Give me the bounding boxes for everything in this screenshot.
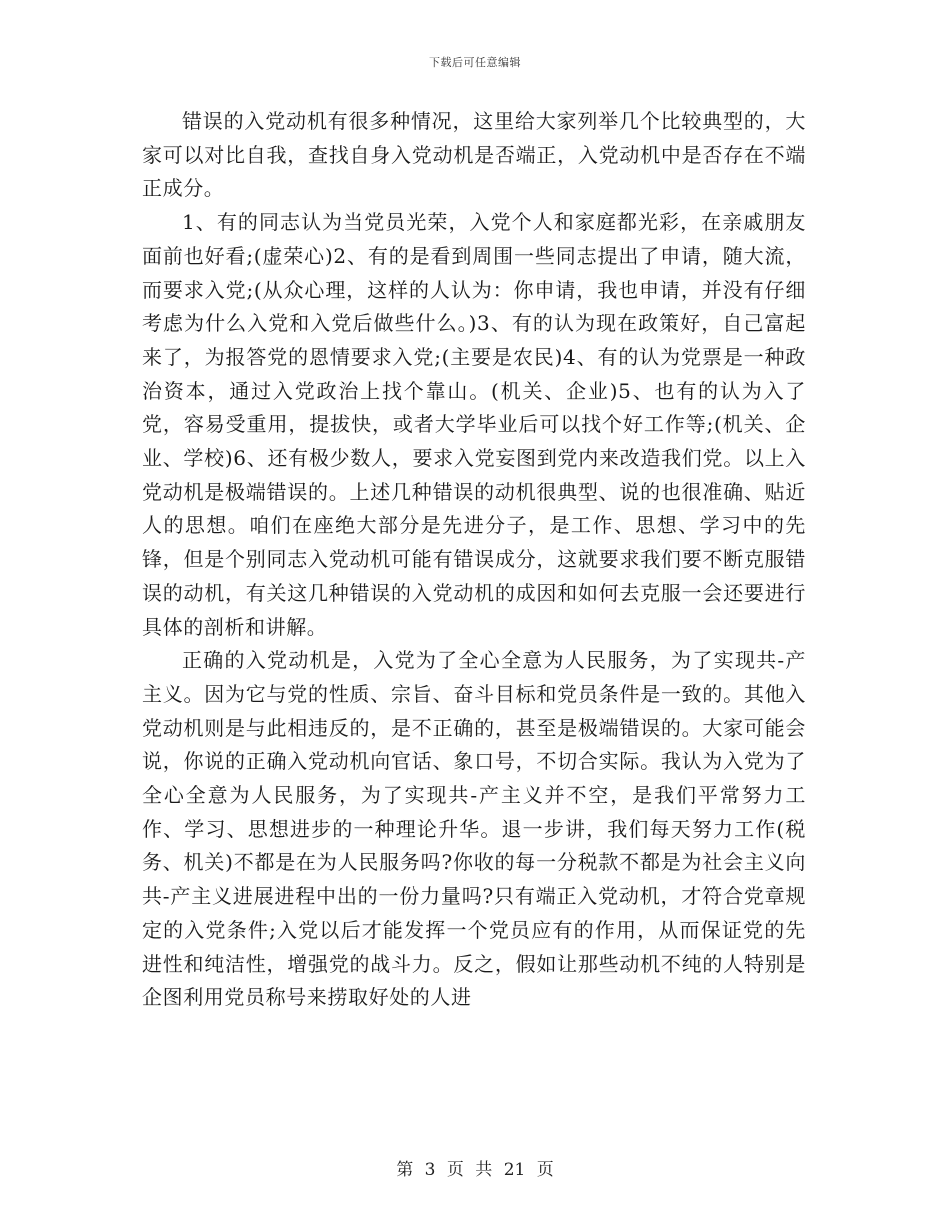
paragraph-correct-motive: 正确的入党动机是，入党为了全心全意为人民服务，为了实现共-产主义。因为它与党的性质、宗旨、奋斗目标和党员条件是一致的。其他入党动机则是与此相违反的，是不正确的，甚至是极端错误的。大家可能会说，你说的正确入党动机向官话、象口号，不切合实际。我认为入党为了全心全意为人民服务，为了实现共-产主义并不空，是我们平常努力工作、学习、思想进步的一种理论升华。退一步讲，我们每天努力工作(税务、机关)不都是在为人民服务吗?你收的每一分税款不都是为社会主义向共-产主义进展进程中出的一份力量吗?只有端正入党动机，才符合党章规定的入党条件;入党以后才能发挥一个党员应有的作用，从而保证党的先进性和纯洁性，增强党的战斗力。反之，假如让那些动机不纯的人特别是企图利用党员称号来捞取好处的人进	[142, 648, 806, 1010]
document-body	[142, 105, 806, 1015]
page-header: 下载后可任意编辑	[429, 56, 521, 69]
page-number: 第 3 页 共 21 页	[396, 1160, 554, 1180]
paragraph-wrong-motives-list: 1、有的同志认为当党员光荣，入党个人和家庭都光彩，在亲戚朋友面前也好看;(虚荣心)2、有的是看到周围一些同志提出了申请，随大流，而要求入党;(从众心理，这样的人认为：你申请，我也申请，并没有仔细考虑为什么入党和入党后做些什么。)3、有的认为现在政策好，自己富起来了，为报答党的恩情要求入党;(主要是农民)4、有的认为党票是一种政治资本，通过入党政治上找个靠山。(机关、企业)5、也有的认为入了党，容易受重用，提拔快，或者大学毕业后可以找个好工作等;(机关、企业、学校)6、还有极少数人，要求入党妄图到党内来改造我们党。以上入党动机是极端错误的。上述几种错误的动机很典型、说的也很准确、贴近人的思想。咱们在座绝大部分是先进分子，是工作、思想、学习中的先锋，但是个别同志入党动机可能有错误成分，这就要求我们要不断克服错误的动机，有关这几种错误的入党动机的成因和如何去克服一会还要进行具体的剖析和讲解。	[142, 210, 806, 639]
paragraph-wrong-motives-intro: 错误的入党动机有很多种情况，这里给大家列举几个比较典型的，大家可以对比自我，查找自身入党动机是否端正，入党动机中是否存在不端正成分。	[142, 109, 806, 201]
